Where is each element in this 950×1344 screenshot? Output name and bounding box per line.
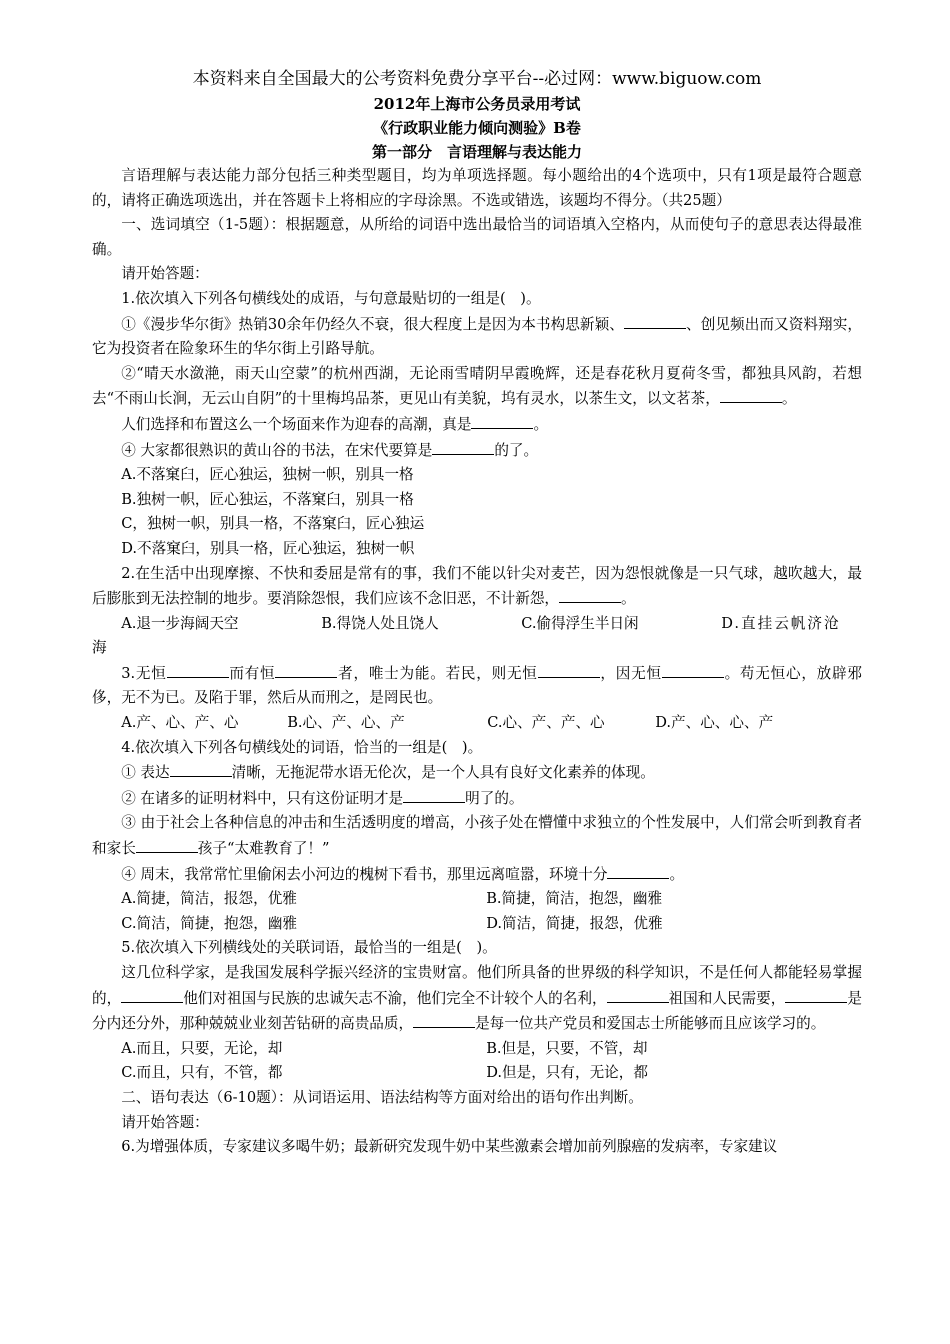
start-prompt-2: 请开始答题： [121, 1113, 209, 1131]
q5-option-b: B.但是，只要，不管，却 [486, 1039, 648, 1057]
q1-option-a: A.不落窠臼，匠心独运，独树一帜，别具一格 [121, 466, 414, 484]
blank [432, 438, 494, 455]
blank [662, 661, 724, 678]
q1-sentence-4: ④ 大家都很熟识的黄山谷的书法，在宋代要算是 的了。 [92, 438, 862, 464]
q3-option-a: A.产、心、产、心 [121, 714, 239, 732]
q4-sentence-2: ② 在诸多的证明材料中，只有这份证明才是 明了的。 [92, 786, 862, 812]
q5-options-row-2 [92, 1061, 862, 1086]
blank [624, 312, 686, 329]
part-title: 第一部分 言语理解与表达能力 [371, 143, 582, 161]
q4-sentence-1: ① 表达 清晰，无拖泥带水语无伦次，是一个人具有良好文化素养的体现。 [92, 760, 862, 786]
q5-option-d: D.但是，只有，无论，都 [486, 1064, 648, 1082]
q3-option-b: B.心、产、心、产 [287, 714, 405, 732]
blank [607, 862, 669, 879]
q1-option-c: C，独树一帜，别具一格，不落窠臼，匠心独运 [121, 515, 425, 533]
q2-option-b: B.得饶人处且饶人 [321, 614, 439, 632]
q4-option-c: C.简洁，简捷，抱怨，幽雅 [121, 914, 298, 932]
q3-stem: 3.无恒 而有恒 者，唯士为能。若民，则无恒 ，因无恒 。苟无恒心，放辟邪侈，无不为已。及陷于罪，然后从而刑之，是罔民也。 [92, 661, 862, 711]
q3-option-c: C.心、产、产、心 [487, 714, 605, 732]
blank [403, 786, 465, 803]
exam-subtitle: 《行政职业能力倾向测验》B卷 [373, 119, 581, 137]
q2-option-d-wrap: 海 [92, 639, 107, 657]
blank [720, 386, 782, 403]
blank [413, 1011, 475, 1028]
blank [121, 986, 183, 1003]
blank [559, 586, 621, 603]
q4-options-row-2 [92, 912, 862, 937]
intro-paragraph: 言语理解与表达能力部分包括三种类型题目，均为单项选择题。每小题给出的4个选项中，只有1项是最符合题意的，请将正确选项选出，并在答题卡上将相应的字母涂黑。不选或错选，该题均不得分。（共25题） [92, 167, 862, 209]
blank [167, 661, 229, 678]
q4-sentence-4: ④ 周末，我常常忙里偷闲去小河边的槐树下看书，那里远离喧嚣，环境十分 。 [92, 862, 862, 888]
document-page [92, 66, 862, 1160]
q2-options [92, 612, 862, 637]
source-header: 本资料来自全国最大的公考资料免费分享平台--必过网：www.biguow.com [192, 69, 762, 89]
blank [538, 661, 600, 678]
q5-options-row-1 [92, 1037, 862, 1062]
section-2-instructions: 二、语句表达（6-10题）：从词语运用、语法结构等方面对给出的语句作出判断。 [121, 1088, 643, 1106]
start-prompt-1: 请开始答题： [121, 265, 209, 283]
q4-option-d: D.简洁，简捷，报怨，优雅 [486, 914, 663, 932]
q4-options-row-1 [92, 887, 862, 912]
blank [785, 986, 847, 1003]
section-1-instructions: 一、选词填空（1-5题）：根据题意，从所给的词语中选出最恰当的词语填入空格内，从而使句子的意思表达得最准确。 [92, 216, 862, 258]
exam-title: 2012年上海市公务员录用考试 [373, 95, 581, 113]
q4-sentence-3: ③ 由于社会上各种信息的冲击和生活透明度的增高，小孩子处在懵懂中求独立的个性发展中，人们常会听到教育者和家长 孩子“太难教育了！” [92, 814, 862, 858]
q3-options [92, 711, 862, 736]
q4-option-b: B.简捷，简洁，抱怨，幽雅 [486, 890, 663, 908]
q1-sentence-1: ①《漫步华尔街》热销30余年仍经久不衰，很大程度上是因为本书构思新颖、 、创见频出而又资料翔实，它为投资者在险象环生的华尔街上引路导航。 [92, 312, 862, 362]
q1-option-b: B.独树一帜，匠心独运，不落窠臼，别具一格 [121, 490, 414, 508]
q1-stem: 1.依次填入下列各句横线处的成语，与句意最贴切的一组是( )。 [121, 289, 541, 307]
blank [607, 986, 669, 1003]
q4-option-a: A.简捷，简洁，报怨，优雅 [121, 890, 297, 908]
q2-option-a: A.退一步海阔天空 [121, 614, 239, 632]
q6-stem: 6.为增强体质，专家建议多喝牛奶；最新研究发现牛奶中某些激素会增加前列腺癌的发病率，专家建议 [121, 1138, 778, 1156]
q1-sentence-2: ②“晴天水潋滟，雨天山空蒙”的杭州西湖，无论雨雪晴阴早霞晚辉，还是春花秋月夏荷冬雪，都独具风韵，若想去“不雨山长涧，无云山自阴”的十里梅坞品茶，更见山有美貌，坞有灵水，以茶生文，以文茗茶， 。 [92, 364, 862, 408]
q1-sentence-3: 人们选择和布置这么一个场面来作为迎春的高潮，真是 。 [92, 412, 862, 438]
q5-stem: 5.依次填入下列横线处的关联词语，最恰当的一组是( )。 [121, 939, 497, 957]
q3-option-d: D.产、心、心、产 [655, 714, 774, 732]
q4-stem: 4.依次填入下列各句横线处的词语，恰当的一组是( )。 [121, 738, 483, 756]
q1-option-d: D.不落窠臼，别具一格，匠心独运，独树一帜 [121, 539, 415, 557]
blank [275, 661, 337, 678]
q5-option-a: A.而且，只要，无论，却 [121, 1039, 283, 1057]
q2-option-c: C.偷得浮生半日闲 [521, 614, 639, 632]
blank [170, 760, 232, 777]
blank [471, 412, 533, 429]
blank [136, 836, 198, 853]
q2-stem: 2.在生活中出现摩擦、不快和委屈是常有的事，我们不能以针尖对麦芒，因为怨恨就像是一只气球，越吹越大，最后膨胀到无法控制的地步。要消除怨恨，我们应该不念旧恶，不计新怨， 。 [92, 564, 862, 608]
q2-option-d: D.直挂云帆济沧 [721, 614, 841, 632]
q5-option-c: C.而且，只有，不管，都 [121, 1064, 283, 1082]
q5-passage: 这几位科学家，是我国发展科学振兴经济的宝贵财富。他们所具备的世界级的科学知识，不是任何人都能轻易掌握的， 他们对祖国与民族的忠诚矢志不渝，他们完全不计较个人的名利， 祖国和人民需要， 是分内还分外，那种兢兢业业刻苦钻研的高贵品质， 是每一位共产党员和爱国志士所能够而且应该学习的。 [92, 964, 862, 1033]
